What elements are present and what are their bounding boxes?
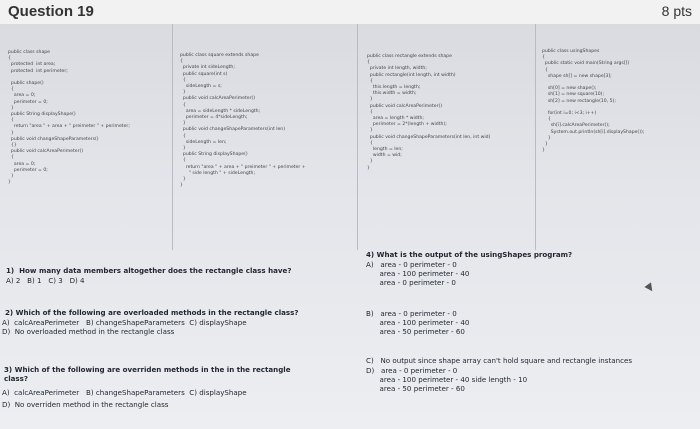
q3-option-abc: A) calcAreaPerimeter B) changeShapeParameters C) displayShape <box>2 388 247 397</box>
q4-text: 4) What is the output of the usingShapes program? <box>366 250 573 259</box>
question-title: Question 19 <box>8 3 94 20</box>
q4-option-c[interactable]: C) No output since shape array can't hold square and rectangle instances <box>366 356 633 365</box>
q3-option-d: D) No overriden method in the rectangle class <box>2 400 169 409</box>
q2-option-abc: A) calcAreaPerimeter B) changeShapeParameters C) displayShape <box>2 318 247 327</box>
question-header <box>0 0 700 25</box>
code-usingshapes-class: public class usingShapes { public static void main(String args[]) { shape sh[] = new shape[3]; sh[0] = new shape(); sh[1] = new square(10); sh[2] = new rectangle(10, 5); for(int i=0; i<3; i++) { sh[i].calcAreaPerimeter(); System.out.println(sh[i].displayShape()); } } } <box>542 49 645 154</box>
q2-text: 2) Which of the following are overloaded methods in the rectangle class? <box>5 308 299 317</box>
q4-option-d[interactable]: D) area - 0 perimeter - 0 area - 100 perimeter - 40 side length - 10 area - 50 perimeter - 60 <box>366 366 528 393</box>
code-rectangle-class: public class rectangle extends shape { private int length, width; public rectangle(int length, int width) { this.length = length; this.width = width; } public void calcAreaPerimeter() { area = length * width; perimeter = 2*(length + width); } public void changeShapeParameters(int len, int wid) { length = len; width = wid; } } <box>367 54 491 171</box>
q4-option-b[interactable]: B) area - 0 perimeter - 0 area - 100 perimeter - 40 area - 50 perimeter - 60 <box>366 309 470 336</box>
code-square-class: public class square extends shape { private int sideLength; public square(int s) { sideLength = s; } public void calcAreaPerimeter() { area = sideLength * sideLength; perimeter = 4*sideLength; } public void changeShapeParameters(int len) { sideLength = len; } public String displayShape() { return "area " + area + " preimeter " + perimeter + " side length " + sideLength; } } <box>180 53 306 189</box>
code-shape-class: public class shape { protected int area; protected int perimeter; public shape() { area = 0; perimeter = 0; } public String displayShape() { return "area " + area + " preimeter " + perimeter; } public void changeShapeParameters() {} public void calcAreaPerimeter() { area = 0; perimeter = 0; } } <box>8 50 130 186</box>
question-points: 8 pts <box>661 3 692 19</box>
q2-option-d: D) No overloaded method in the rectangle class <box>2 327 175 336</box>
mouse-cursor-icon <box>644 282 655 293</box>
q1-options: A) 2 B) 1 C) 3 D) 4 <box>6 276 85 285</box>
question-image <box>0 24 700 429</box>
q3-text: 3) Which of the following are overriden methods in the in the rectangle class? <box>4 365 291 383</box>
q4-option-a[interactable]: A) area - 0 perimeter - 0 area - 100 perimeter - 40 area - 0 perimeter - 0 <box>366 260 470 287</box>
q1-text: 1) How many data members altogether does the rectangle class have? <box>6 266 292 275</box>
